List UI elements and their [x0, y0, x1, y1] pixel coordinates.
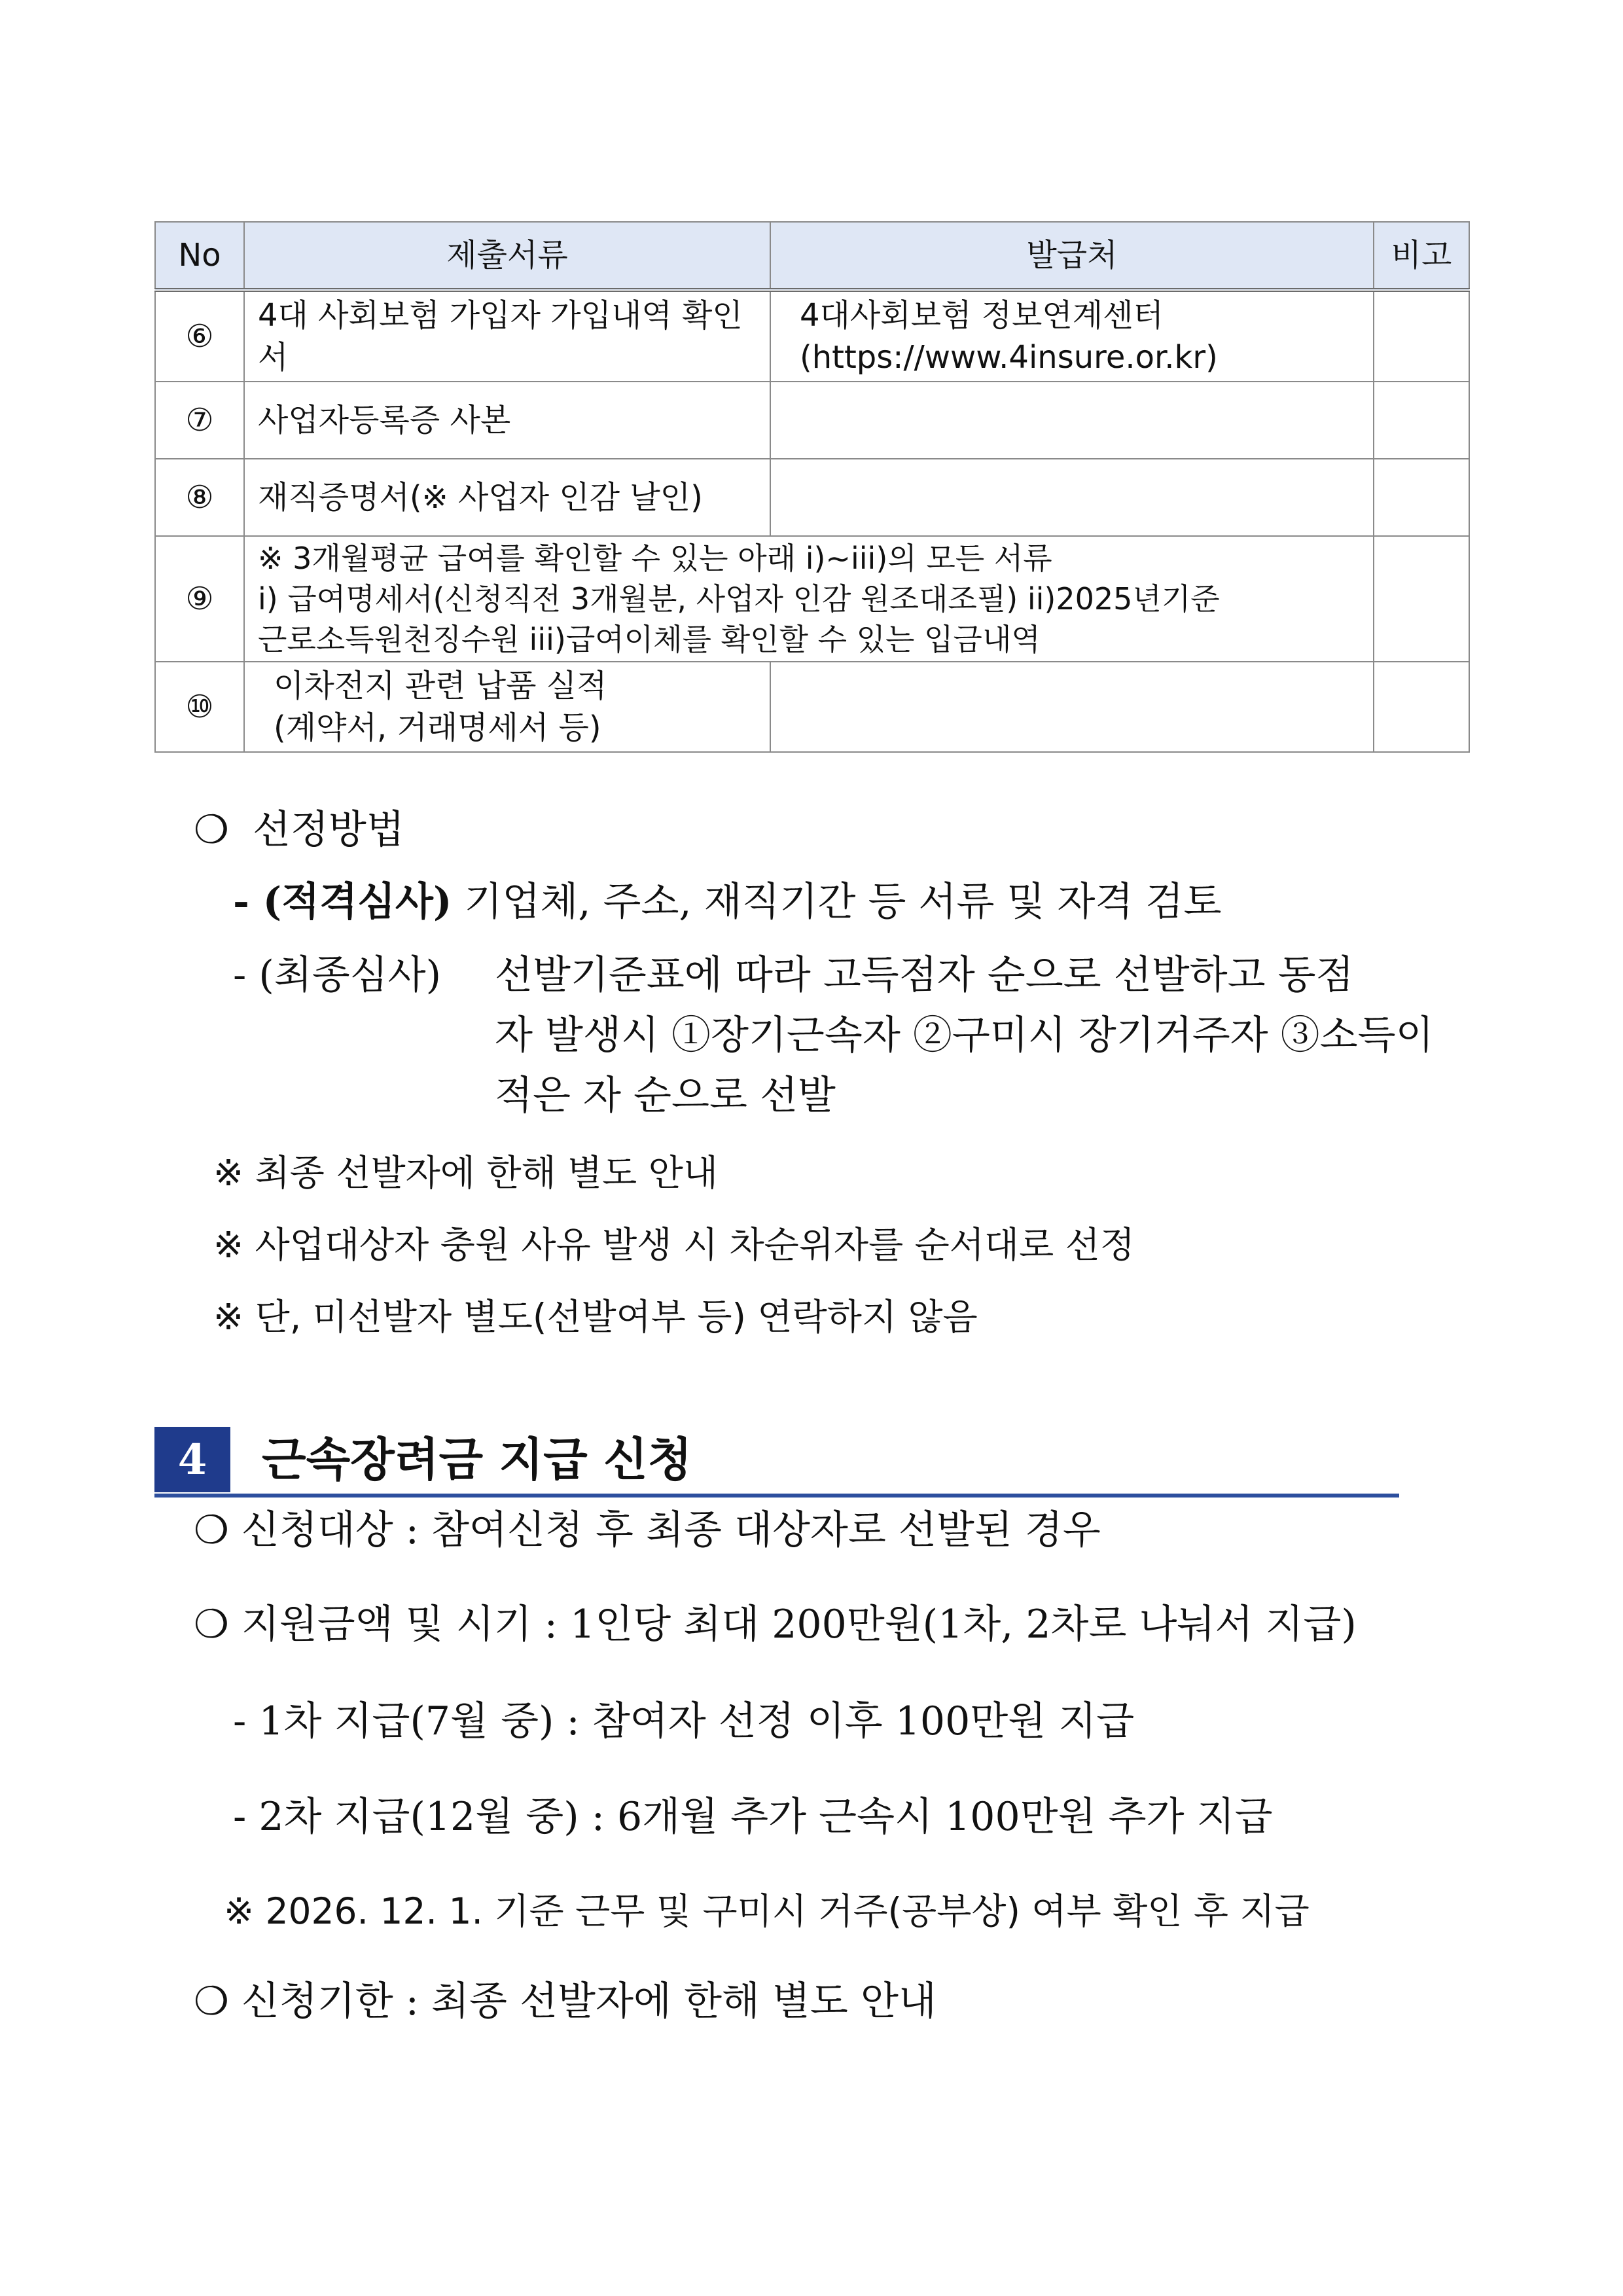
selection-title: 선정방법 — [253, 807, 404, 853]
row-number: ⑩ — [155, 662, 244, 752]
second-payment-line: - 2차 지급(12월 중) : 6개월 추가 근속시 100만원 추가 지급 — [233, 1794, 1273, 1840]
row-issuer: 4대사회보험 정보연계센터 (https://www.4insure.or.kr) — [770, 290, 1374, 382]
row-document: ※ 3개월평균 급여를 확인할 수 있는 아래 i)~iii)의 모든 서류 i) 급여명세서(신청직전 3개월분, 사업자 인감 원조대조필) ii)2025년기준 근로소득원천징수원 iii)급여이체를 확인할 수 있는 입금내역 — [244, 536, 1374, 662]
row-remarks — [1374, 459, 1469, 536]
circle-bullet-icon: ❍ — [194, 807, 229, 853]
row-remarks — [1374, 382, 1469, 459]
payment-condition-note: ※ 2026. 12. 1. 기준 근무 및 구미시 거주(공부상) 여부 확인 후 지급 — [224, 1890, 1310, 1932]
row-remarks — [1374, 290, 1469, 382]
application-deadline-line: ❍ 신청기한 : 최종 선발자에 한해 별도 안내 — [194, 1979, 936, 2024]
table-row — [155, 662, 1469, 752]
final-review-text-line-3: 적은 자 순으로 선발 — [495, 1073, 836, 1119]
application-target-line: ❍ 신청대상 : 참여신청 후 최종 대상자로 선발된 경우 — [194, 1507, 1101, 1553]
selection-heading — [194, 804, 404, 856]
header-issuer: 발급처 — [770, 222, 1374, 290]
section-number-badge: 4 — [154, 1427, 230, 1492]
selection-note: ※ 단, 미선발자 별도(선발여부 등) 연락하지 않음 — [213, 1296, 978, 1338]
row-document: 사업자등록증 사본 — [244, 382, 770, 459]
eligibility-review-text: 기업체, 주소, 재직기간 등 서류 및 자격 검토 — [452, 879, 1222, 925]
row-document: 4대 사회보험 가입자 가입내역 확인서 — [244, 290, 770, 382]
eligibility-review-line — [233, 876, 1221, 928]
final-review-text-line-2: 자 발생시 ①장기근속자 ②구미시 장기거주자 ③소득이 — [495, 1013, 1434, 1058]
row-issuer — [770, 459, 1374, 536]
selection-note: ※ 사업대상자 충원 사유 발생 시 차순위자를 순서대로 선정 — [213, 1224, 1135, 1266]
row-issuer — [770, 662, 1374, 752]
row-issuer — [770, 382, 1374, 459]
table-header-row — [155, 222, 1469, 290]
row-remarks — [1374, 662, 1469, 752]
final-review-text-line-1: 선발기준표에 따라 고득점자 순으로 선발하고 동점 — [495, 952, 1354, 998]
row-number: ⑥ — [155, 290, 244, 382]
row-document: 재직증명서(※ 사업자 인감 날인) — [244, 459, 770, 536]
table-row — [155, 290, 1469, 382]
final-review-label: - (최종심사) — [233, 952, 442, 998]
header-remarks: 비고 — [1374, 222, 1469, 290]
table-row — [155, 382, 1469, 459]
section-underline — [154, 1494, 1399, 1498]
selection-note: ※ 최종 선발자에 한해 별도 안내 — [213, 1152, 719, 1194]
section-title: 근속장려금 지급 신청 — [262, 1433, 692, 1486]
support-amount-line: ❍ 지원금액 및 시기 : 1인당 최대 200만원(1차, 2차로 나눠서 지급) — [194, 1602, 1357, 1647]
table-row — [155, 459, 1469, 536]
row-remarks — [1374, 536, 1469, 662]
row-document: 이차전지 관련 납품 실적 (계약서, 거래명세서 등) — [244, 662, 770, 752]
first-payment-line: - 1차 지급(7월 중) : 참여자 선정 이후 100만원 지급 — [233, 1698, 1135, 1744]
eligibility-review-label: - (적격심사) — [233, 879, 452, 925]
documents-table — [154, 221, 1470, 753]
row-number: ⑦ — [155, 382, 244, 459]
row-number: ⑧ — [155, 459, 244, 536]
header-no: No — [155, 222, 244, 290]
row-number: ⑨ — [155, 536, 244, 662]
header-document: 제출서류 — [244, 222, 770, 290]
table-row — [155, 536, 1469, 662]
